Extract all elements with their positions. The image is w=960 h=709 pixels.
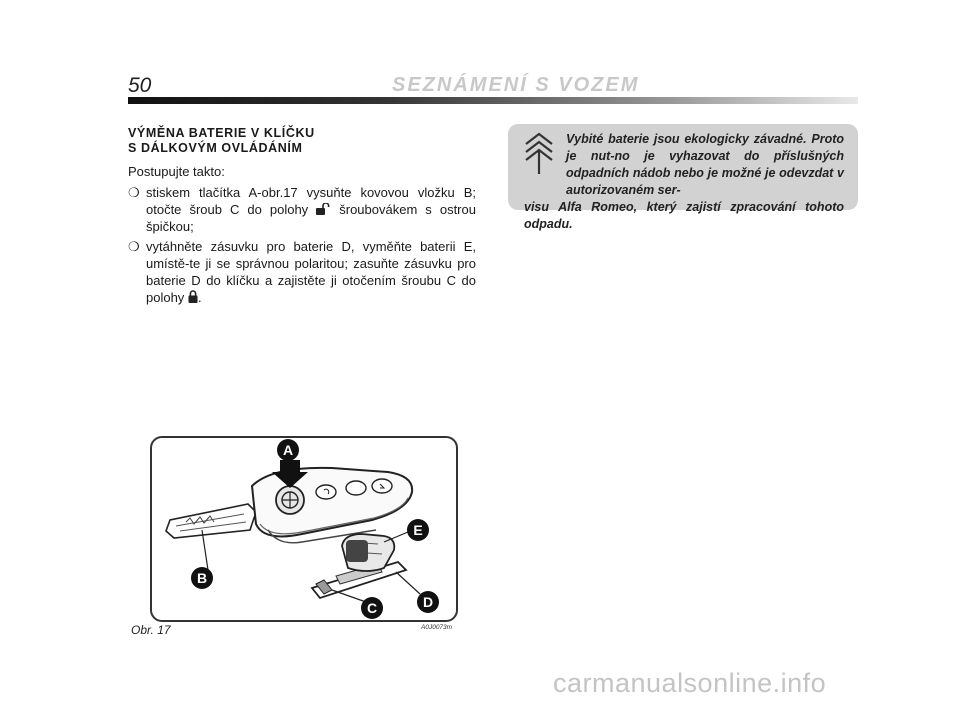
key-blade xyxy=(166,504,256,538)
unlocked-padlock-icon xyxy=(316,203,331,215)
header-rule xyxy=(128,97,858,104)
figure-code: A0J0073m xyxy=(421,624,453,631)
section-heading-line2: S DÁLKOVÝM OVLÁDÁNÍM xyxy=(128,141,303,155)
callout-e: E xyxy=(413,522,423,538)
section-heading xyxy=(128,126,476,156)
watermark: carmanualsonline.info xyxy=(553,668,827,698)
figure-caption: Obr. 17 xyxy=(131,623,171,637)
step-2-text-end: . xyxy=(197,290,202,305)
note-text-first: Vybité baterie jsou ekologicky závadné. Proto je nut-no je vyhazovat do příslušných odpadních nádob nebo je možné je odevzdat v autorizovaném ser- xyxy=(566,132,844,197)
battery-replacement-section xyxy=(128,126,476,306)
key-battery-illustration xyxy=(152,438,456,620)
step-1-text-end: šroubovákem s ostrou špičkou; xyxy=(146,202,476,234)
key-fob-body xyxy=(252,468,412,543)
intro-text: Postupujte takto: xyxy=(128,164,225,179)
page-number: 50 xyxy=(128,74,152,97)
step-2-text: vytáhněte zásuvku pro baterie D, vyměňte baterii E, umístě-te ji se správnou polaritou; zasuňte zásuvku pro baterie D do klíčku a zajistěte ji otočením šroubu C do polohy xyxy=(146,239,476,305)
callout-a: A xyxy=(282,442,294,458)
environment-note xyxy=(508,124,858,231)
step-2 xyxy=(128,238,476,306)
callout-b: B xyxy=(196,570,208,586)
key-diagram-frame xyxy=(150,436,458,622)
note-text xyxy=(524,131,844,233)
step-1-text: stiskem tlačítka A-obr.17 vysuňte kovovou vložku B; otočte šroub C do polohy xyxy=(146,185,476,217)
coin-battery xyxy=(342,534,394,571)
callout-c: C xyxy=(366,600,378,616)
locked-padlock-icon xyxy=(188,290,198,303)
note-text-rest: visu Alfa Romeo, který zajistí zpracování tohoto odpadu. xyxy=(524,200,844,231)
section-heading-line1: VÝMĚNA BATERIE V KLÍČKU xyxy=(128,126,315,140)
running-title: SEZNÁMENÍ S VOZEM xyxy=(392,74,640,96)
callout-d: D xyxy=(422,594,434,610)
bullet-icon: ❍ xyxy=(128,239,140,254)
bullet-icon: ❍ xyxy=(128,185,140,200)
step-1 xyxy=(128,184,476,235)
